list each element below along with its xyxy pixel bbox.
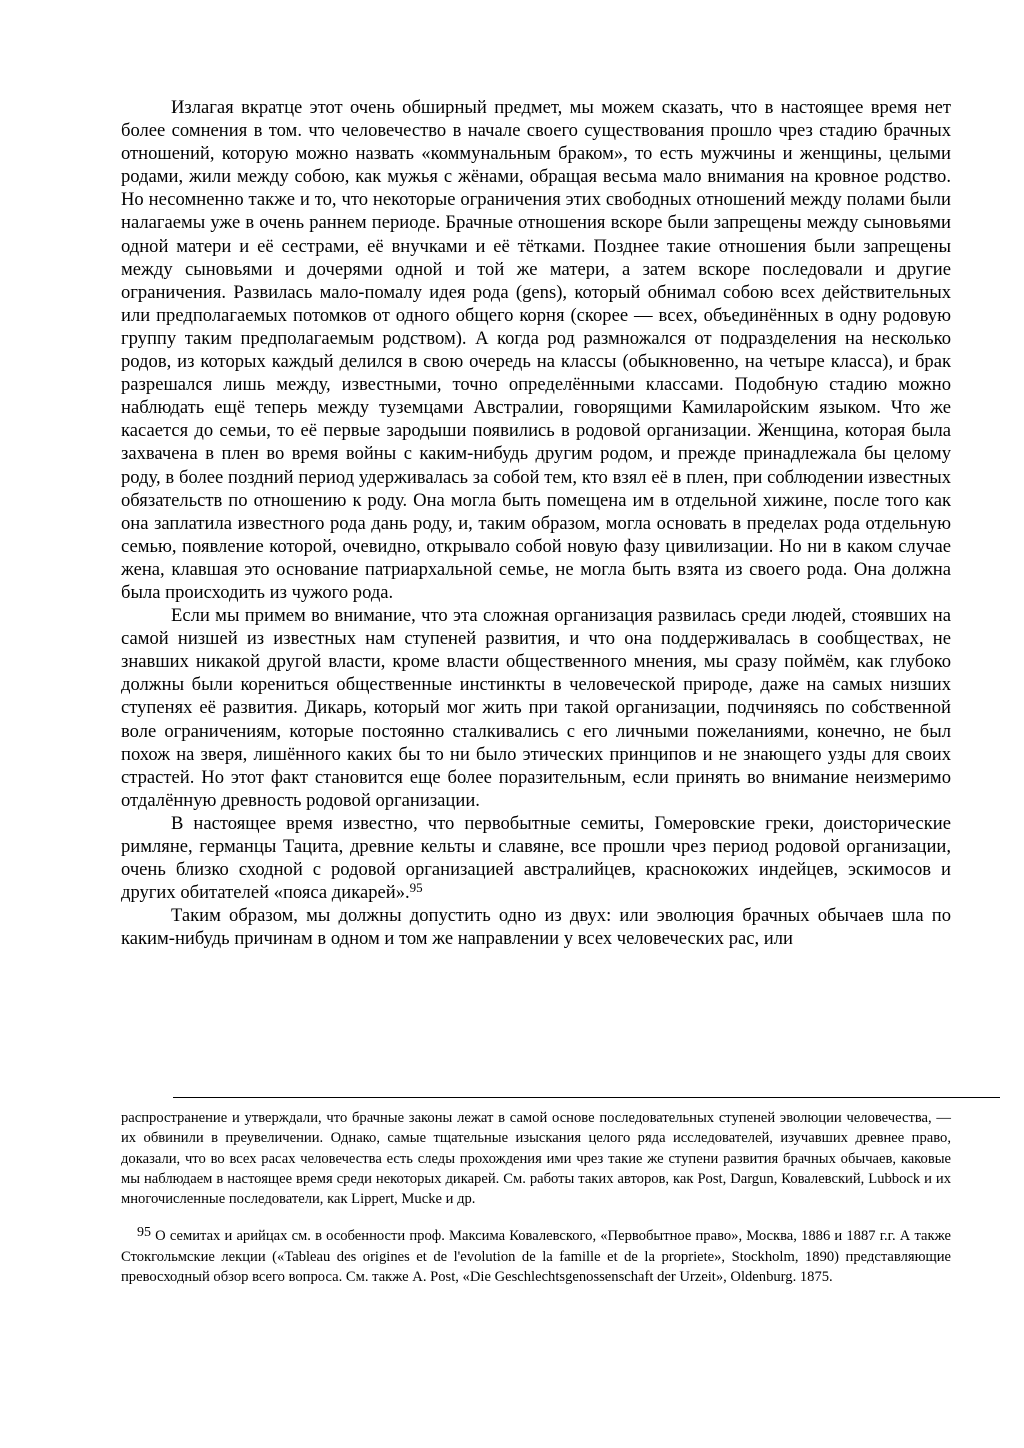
- paragraph-text: В настоящее время известно, что первобытные семиты, Гомеровские греки, доисторические римляне, германцы Тацита, древние кельты и славяне, все прошли чрез период родовой организации, очень близко сходной с родовой организацией австралийцев, краснокожих индейцев, эскимосов и других обитателей «пояса дикарей».: [121, 812, 951, 904]
- footnote-95: [121, 1226, 951, 1287]
- footnote-separator: [173, 1097, 1000, 1098]
- footnote-number: 95: [137, 1225, 151, 1241]
- paragraph: Таким образом, мы должны допустить одно из двух: или эволюция брачных обычаев шла по каким-нибудь причинам в одном и том же направлении у всех человеческих рас, или: [121, 905, 951, 950]
- paragraph: [121, 812, 951, 904]
- main-text: [121, 96, 951, 950]
- footnote-continuation: распространение и утверждали, что брачные законы лежат в самой основе последовательных ступеней эволюции человечества, — их обвинили в преувеличении. Однако, самые тщательные изыскания целого ряда исследователей, изучавших древнее право, доказали, что во всех расах человечества есть следы прохождения ими чрез такие же ступени развития брачных обычаев, каковые мы наблюдаем в настоящее время среди некоторых дикарей. См. работы таких авторов, как Post, Dargun, Ковалевский, Lubbock и их многочисленные последователи, как Lippert, Mucke и др.: [121, 1110, 951, 1208]
- paragraph: Если мы примем во внимание, что эта сложная организация развилась среди людей, стоявших на самой низшей из известных нам ступеней развития, и что она поддерживалась в сообществах, не знавших никакой другой власти, кроме власти общественного мнения, мы сразу поймём, как глубоко должны были корениться общественные инстинкты в человеческой природе, даже на самых низших ступенях её развития. Дикарь, который мог жить при такой организации, подчиняясь по собственной воле ограничениям, которые постоянно сталкивались с его личными пожеланиями, конечно, не был похож на зверя, лишённого каких бы то ни было этических принципов и не знающего узды для своих страстей. Но этот факт становится еще более поразительным, если принять во внимание неизмеримо отдалённую древность родовой организации.: [121, 605, 951, 811]
- footnotes: [121, 1108, 951, 1287]
- footnote-text: О семитах и арийцах см. в особенности проф. Максима Ковалевского, «Первобытное право», Москва, 1886 и 1887 г.г. А также Стокгольмские лекции («Tableau des origines et de l'evolution de la famille et de la propriete», Stockholm, 1890) представляющие превосходный обзор всего вопроса. См. также A. Post, «Die Geschlechtsgenossenschaft der Urzeit», Oldenburg. 1875.: [121, 1228, 951, 1286]
- footnote-ref-95[interactable]: 95: [409, 880, 423, 896]
- paragraph: Излагая вкратце этот очень обширный предмет, мы можем сказать, что в настоящее время нет более сомнения в том. что человечество в начале своего существования прошло чрез стадию брачных отношений, которую можно назвать «коммунальным браком», то есть мужчины и женщины, целыми родами, жили между собою, как мужья с жёнами, обращая весьма мало внимания на кровное родство. Но несомненно также и то, что некоторые ограничения этих свободных отношений между полами были налагаемы уже в очень раннем периоде. Брачные отношения вскоре были запрещены между сыновьями одной матери и её сестрами, её внучками и её тётками. Позднее такие отношения были запрещены между сыновьями и дочерями одной и той же матери, а затем вскоре последовали и другие ограничения. Развилась мало-помалу идея рода (gens), который обнимал собою всех действительных или предполагаемых потомков от одного общего корня (скорее — всех, объединённых в одну родовую группу таким предполагаемым родством). А когда род размножался от подразделения на несколько родов, из которых каждый делился в свою очередь на классы (обыкновенно, на четыре класса), и брак разрешался лишь между, известными, точно определёнными классами. Подобную стадию можно наблюдать ещё теперь между туземцами Австралии, говорящими Камиларойским языком. Что же касается до семьи, то её первые зародыши появились в родовой организации. Женщина, которая была захвачена в плен во время войны с каким-нибудь другим родом, и прежде принадлежала бы целому роду, в более поздний период удерживалась за собой тем, кто взял её в плен, при соблюдении известных обязательств по отношению к роду. Она могла быть помещена им в отдельной хижине, после того как она заплатила известного рода дань роду, и, таким образом, могла основать в пределах рода отдельную семью, появление которой, очевидно, открывало собой новую фазу цивилизации. Но ни в каком случае жена, клавшая это основание патриархальной семье, не могла быть взята из своего рода. Она должна была происходить из чужого рода.: [121, 97, 951, 603]
